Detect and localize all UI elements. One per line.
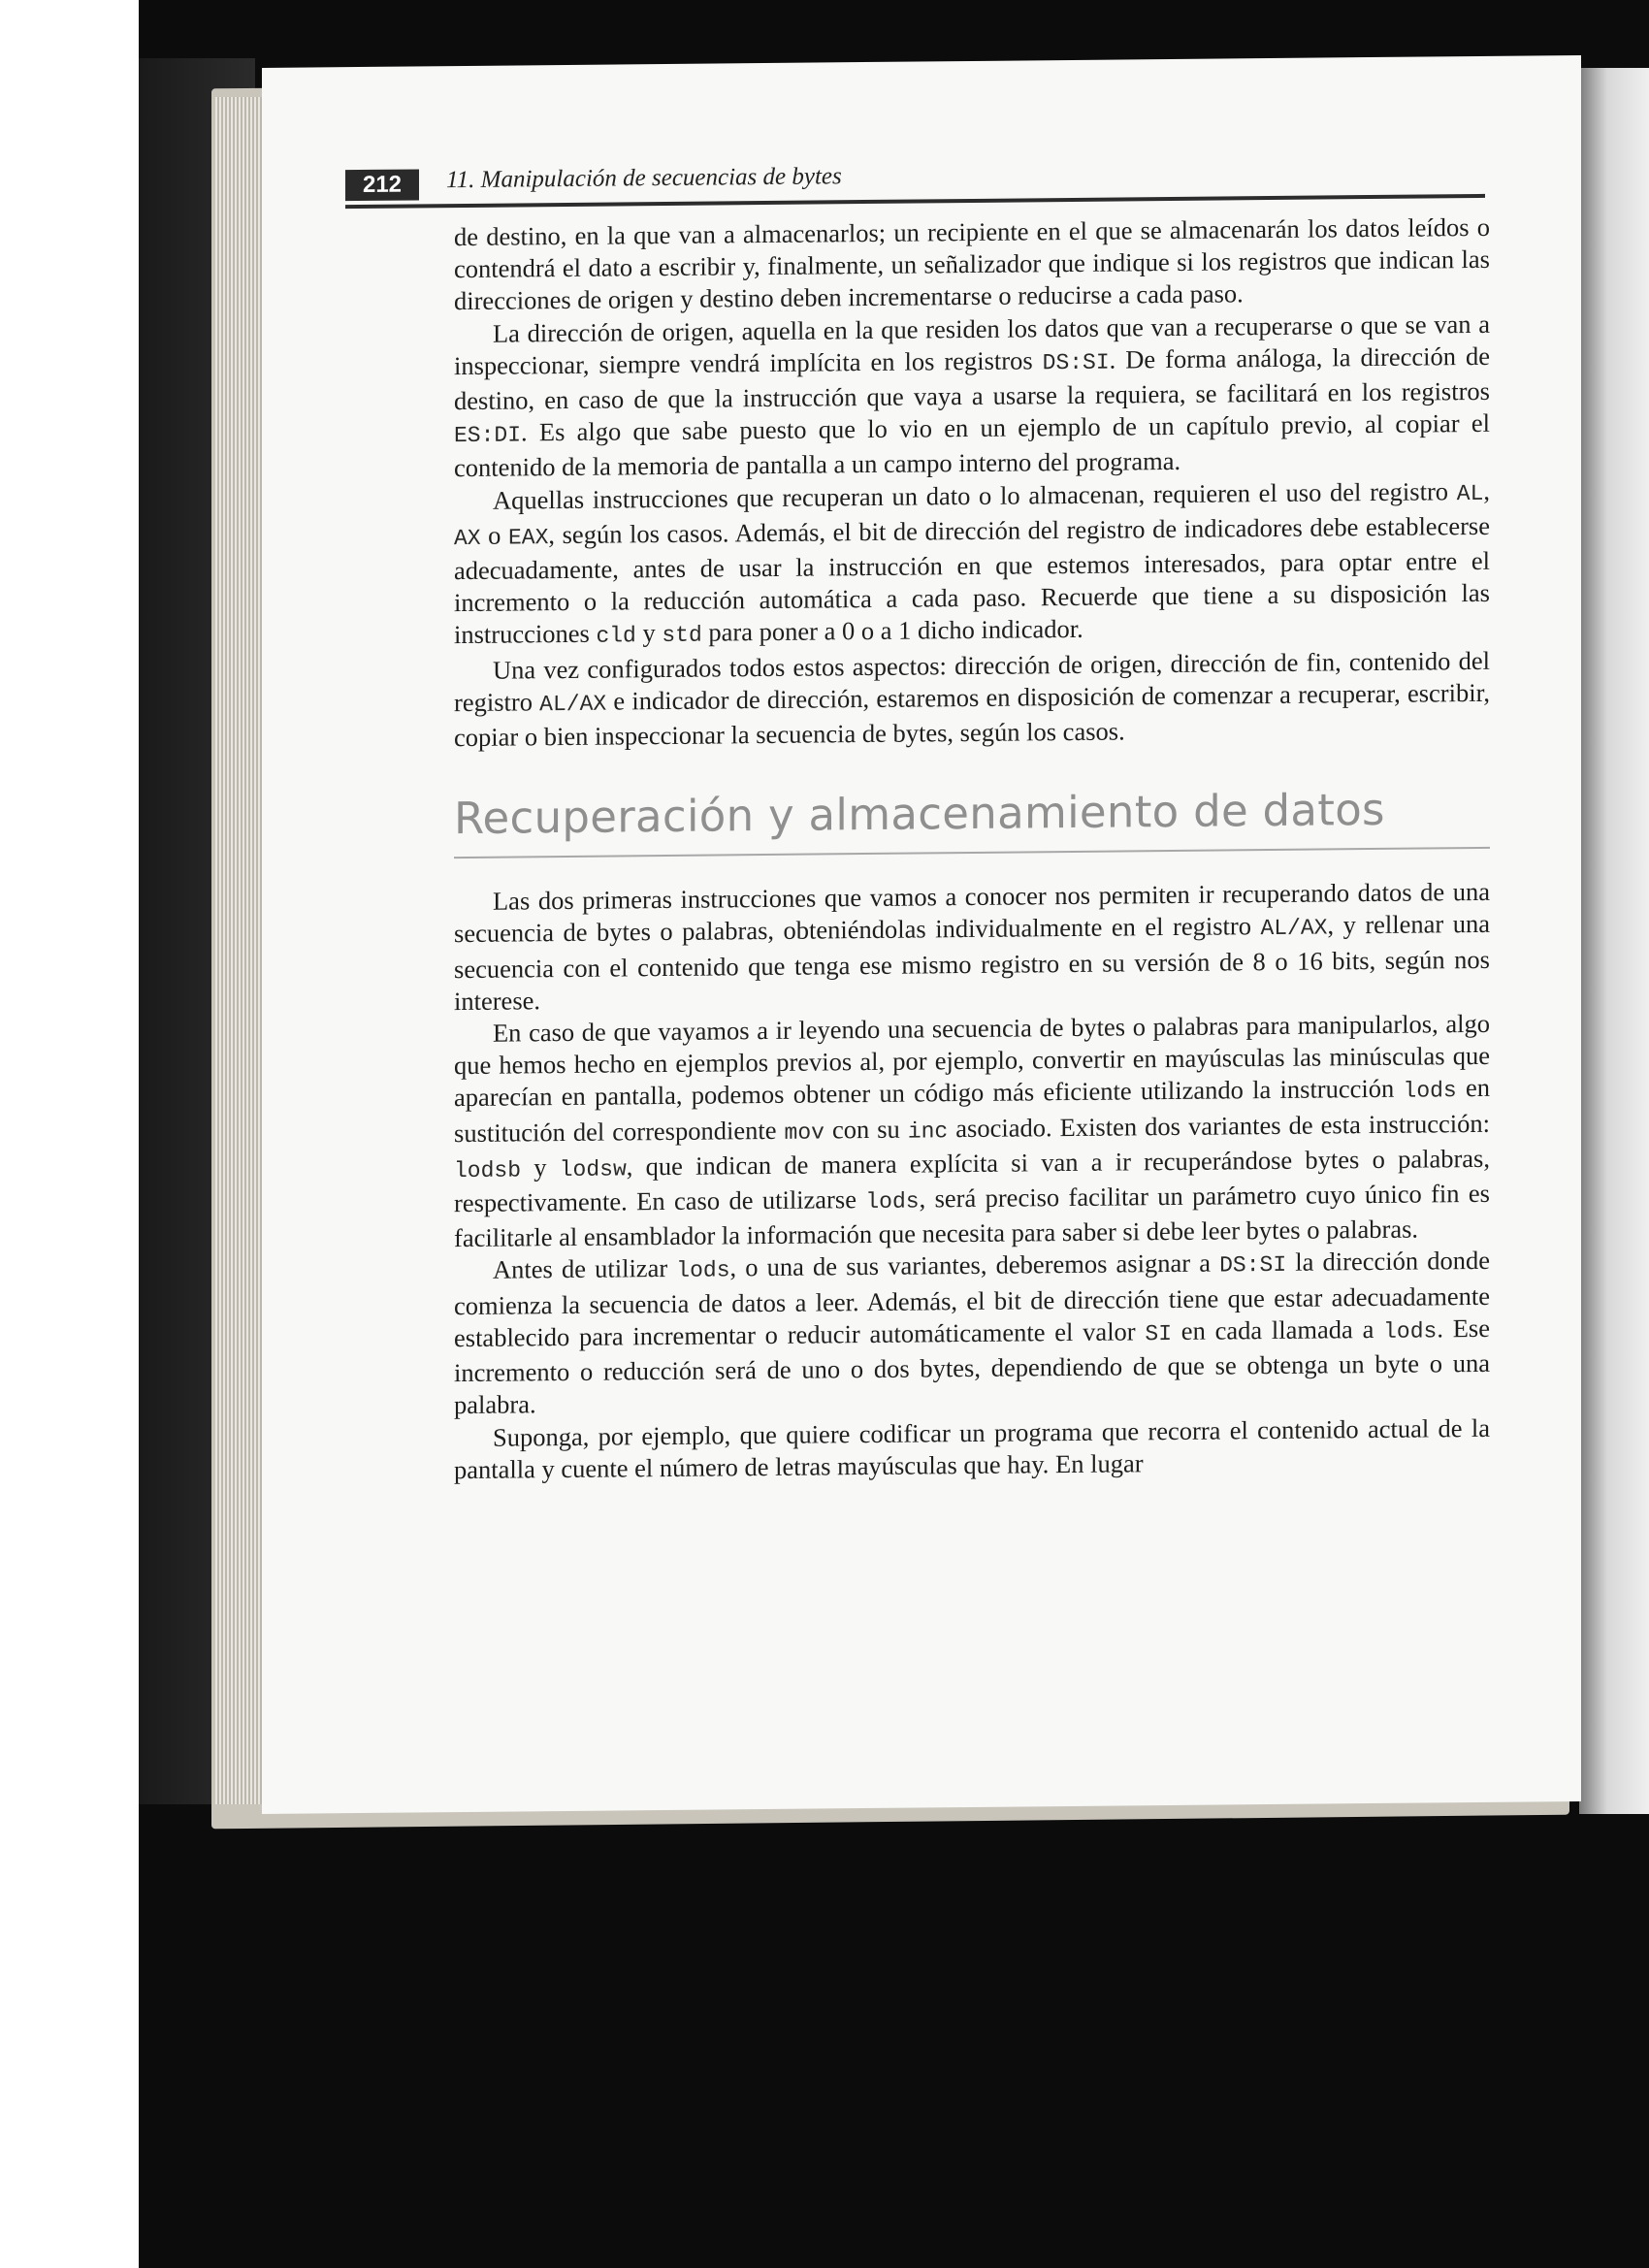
code-inline: cld xyxy=(596,623,636,650)
code-inline: DS:SI xyxy=(1042,349,1110,376)
code-inline: AX xyxy=(454,525,481,551)
page-number: 212 xyxy=(345,169,419,201)
code-inline: ES:DI xyxy=(454,422,522,449)
book-page-edges xyxy=(215,97,266,1804)
body-text xyxy=(454,211,1490,1486)
facing-page-edge xyxy=(1579,68,1649,1814)
code-inline: lods xyxy=(676,1257,730,1284)
code-inline: std xyxy=(662,623,702,649)
code-inline: AL/AX xyxy=(1260,915,1328,942)
paragraph: Una vez configurados todos estos aspectos: dirección de origen, dirección de fin, contenido del registro AL/AX e indicador de dirección, estaremos en disposición de comenzar a recuperar, escribir, copiar o bien inspeccionar la secuencia de bytes, según los casos. xyxy=(454,645,1490,753)
code-inline: lods xyxy=(1403,1078,1457,1105)
paragraph: Las dos primeras instrucciones que vamos a conocer nos permiten ir recuperando datos de una secuencia de bytes o palabras, obteniéndolas individualmente en el registro AL/AX, y rellenar una secuencia con el contenido que tenga ese mismo registro en su versión de 8 o 16 bits, según nos interese. xyxy=(454,877,1490,1016)
book-page xyxy=(262,55,1581,1814)
paragraph: Aquellas instrucciones que recuperan un dato o lo almacenan, requieren el uso del registro AL, AX o EAX, según los casos. Además, el bit de dirección del registro de indicadores debe establecerse adecuadamente, antes de usar la instrucción en que estemos interesados, para optar entre el incremento o la reducción automática a cada paso. Recuerde que tiene a su disposición las instrucciones cld y std para poner a 0 o a 1 dicho indicador. xyxy=(454,475,1490,650)
section-heading: Recuperación y almacenamiento de datos xyxy=(454,781,1490,859)
code-inline: DS:SI xyxy=(1219,1252,1287,1280)
paragraph: Suponga, por ejemplo, que quiere codificar un programa que recorra el contenido actual de la pantalla y cuente el número de letras mayúsculas que hay. En lugar xyxy=(454,1412,1490,1484)
code-inline: AL/AX xyxy=(539,691,607,718)
code-inline: SI xyxy=(1145,1320,1173,1347)
section-body xyxy=(454,876,1490,1486)
header-rule xyxy=(345,194,1485,209)
page-header xyxy=(345,151,1485,209)
code-inline: lodsw xyxy=(559,1156,627,1183)
code-inline: EAX xyxy=(508,524,549,551)
code-inline: lodsb xyxy=(454,1157,522,1183)
paragraph: En caso de que vayamos a ir leyendo una secuencia de bytes o palabras para manipularlos, algo que hemos hecho en ejemplos previos al, por ejemplo, convertir en mayúsculas las minúsculas que aparecían en pantalla, podemos obtener un código más eficiente utilizando la instrucción lods en sustitución del correspondiente mov con su inc asociado. Existen dos variantes de esta instrucción: lodsb y lodsw, que indican de manera explícita si van a ir recuperándose bytes o palabras, respectivamente. En caso de utilizarse lods, será preciso facilitar un parámetro cuyo único fin es facilitarle al ensamblador la información que necesita para saber si debe leer bytes o palabras. xyxy=(454,1008,1491,1253)
code-inline: lods xyxy=(865,1188,920,1215)
paragraph: Antes de utilizar lods, o una de sus variantes, deberemos asignar a DS:SI la dirección donde comienza la secuencia de datos a leer. Además, el bit de dirección tiene que estar adecuadamente establecido para incrementar o reducir automáticamente el valor SI en cada llamada a lods. Ese incremento o reducción será de uno o dos bytes, dependiendo de que se obtenga un byte o una palabra. xyxy=(454,1246,1491,1420)
code-inline: inc xyxy=(907,1118,949,1145)
paragraph: La dirección de origen, aquella en la que residen los datos que van a recuperarse o que se van a inspeccionar, siempre vendrá implícita en los registros DS:SI. De forma análoga, la dirección de destino, en caso de que la instrucción que vaya a usarse la requiera, se facilitará en los registros ES:DI. Es algo que sabe puesto que lo vio en un ejemplo de un capítulo previo, al copiar el contenido de la memoria de pantalla a un campo interno del programa. xyxy=(454,308,1491,483)
running-title: 11. Manipulación de secuencias de bytes xyxy=(446,163,842,194)
code-inline: AL xyxy=(1456,480,1484,506)
code-inline: mov xyxy=(784,1119,824,1146)
code-inline: lods xyxy=(1383,1318,1438,1345)
paragraph: de destino, en la que van a almacenarlos; un recipiente en el que se almacenarán los datos leídos o contendrá el dato a escribir y, finalmente, un señalizador que indique si los registros que indican las direcciones de origen y destino deben incrementarse o reducirse a cada paso. xyxy=(454,211,1490,316)
